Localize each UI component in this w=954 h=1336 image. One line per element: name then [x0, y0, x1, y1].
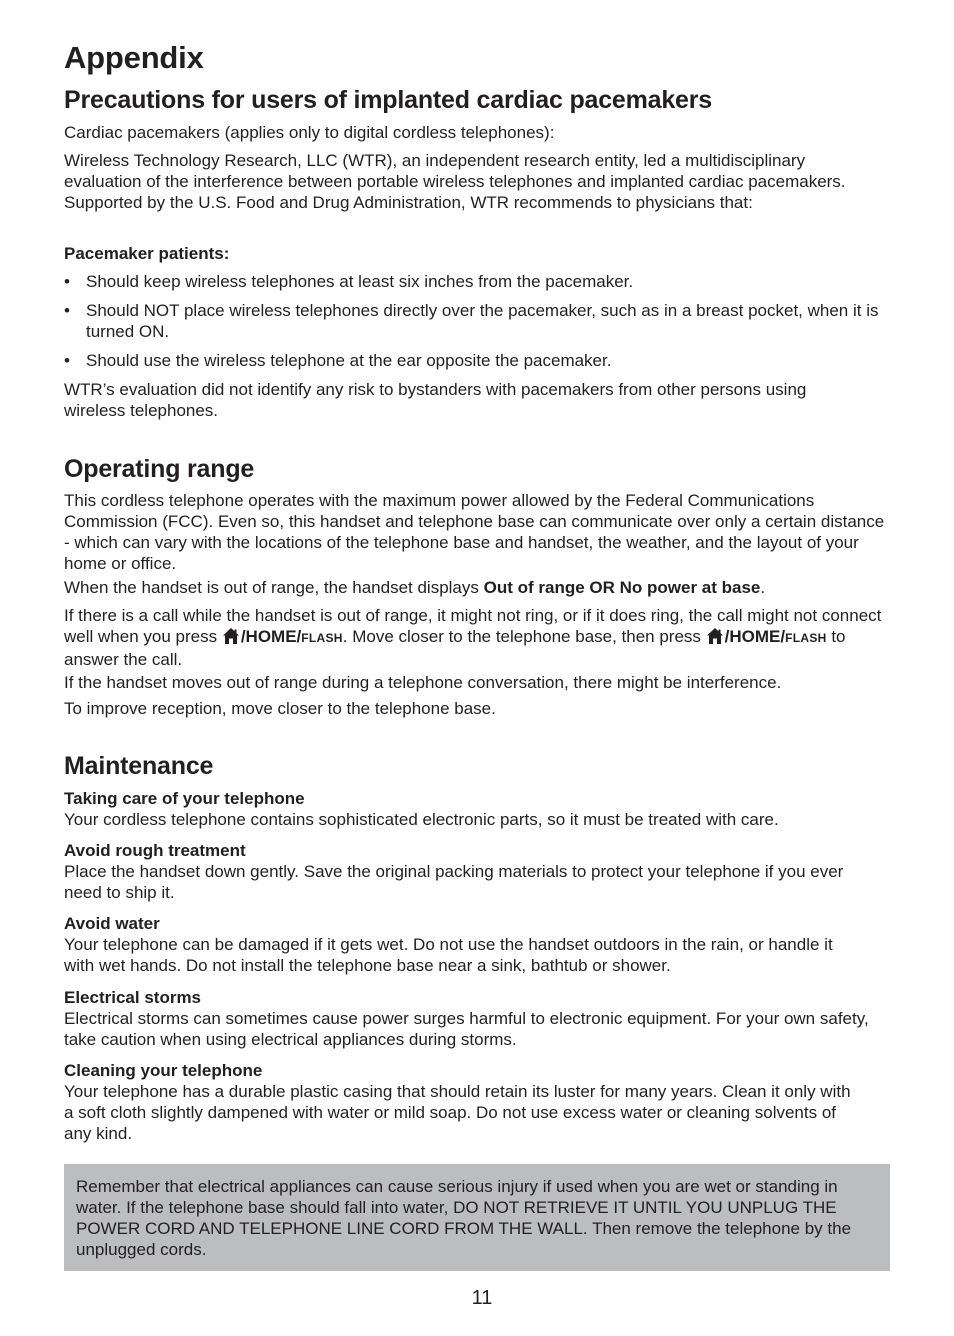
home-icon	[222, 627, 240, 645]
page-title: Appendix	[64, 40, 204, 75]
maintenance-section	[64, 913, 864, 976]
list-item: • Should NOT place wireless telephones directly over the pacemaker, such as in a breast pocket, when it is turned ON.	[64, 300, 890, 342]
safety-note-box	[64, 1164, 890, 1271]
maintenance-section	[64, 840, 864, 903]
maintenance-section-title: Avoid water	[64, 914, 160, 933]
maintenance-section-title: Cleaning your telephone	[64, 1061, 263, 1080]
maintenance-heading: Maintenance	[64, 752, 214, 780]
pacemakers-paragraph: Wireless Technology Research, LLC (WTR), an independent research entity, led a multidisciplinary evaluation of the interference between portable wireless telephones and implanted cardiac pacemakers. Supported by the U.S. Food and Drug Administration, WTR recommends to physicians that:	[64, 151, 846, 212]
operating-range-paragraph-3: If there is a call while the handset is out of range, it might not ring, or if it does ring, the call might not connect well when you press /HOME/FLASH. Move closer to the telephone base, then press /HOME/FLASH to answer the call.	[64, 606, 882, 669]
page-number: 11	[471, 1287, 493, 1309]
pacemaker-bullet-list	[64, 271, 890, 371]
operating-range-paragraph-5: To improve reception, move closer to the telephone base.	[64, 699, 496, 718]
pacemakers-intro: Cardiac pacemakers (applies only to digital cordless telephones):	[64, 123, 555, 142]
list-item: • Should keep wireless telephones at least six inches from the pacemaker.	[64, 271, 890, 292]
home-flash-key: /HOME/FLASH	[222, 627, 343, 646]
maintenance-section-body: Place the handset down gently. Save the original packing materials to protect your telephone if you ever need to ship it.	[64, 862, 844, 902]
maintenance-section	[64, 987, 874, 1050]
pacemakers-closing: WTR’s evaluation did not identify any risk to bystanders with pacemakers from other persons using wireless telephones.	[64, 380, 807, 420]
home-flash-key: /HOME/FLASH	[706, 627, 827, 646]
maintenance-section-body: Your cordless telephone contains sophisticated electronic parts, so it must be treated with care.	[64, 810, 779, 829]
maintenance-section-title: Avoid rough treatment	[64, 841, 246, 860]
maintenance-section	[64, 788, 890, 830]
pacemakers-heading: Precautions for users of implanted cardiac pacemakers	[64, 86, 712, 114]
display-message: Out of range OR No power at base	[483, 578, 761, 597]
maintenance-section	[64, 1060, 859, 1144]
safety-note-text: Remember that electrical appliances can cause serious injury if used when you are wet or standing in water. If the telephone base should fall into water, DO NOT RETRIEVE IT UNTIL YOU UNPLUG THE POWER CORD AND TELEPHONE LINE CORD FROM THE WALL. Then remove the telephone by the unplugged cords.	[76, 1177, 852, 1259]
pacemaker-patients-label: Pacemaker patients:	[64, 244, 230, 263]
maintenance-section-body: Your telephone can be damaged if it gets wet. Do not use the handset outdoors in the rain, or handle it with wet hands. Do not install the telephone base near a sink, bathtub or shower.	[64, 935, 833, 975]
maintenance-section-body: Your telephone has a durable plastic casing that should retain its luster for many years. Clean it only with a soft cloth slightly dampened with water or mild soap. Do not use excess water or cleaning solvents of any kind.	[64, 1082, 851, 1143]
operating-range-paragraph-1: This cordless telephone operates with the maximum power allowed by the Federal Communications Commission (FCC). Even so, this handset and telephone base can communicate over only a certain distance - which can vary with the locations of the telephone base and handset, the weather, and the layout of your home or office.	[64, 491, 885, 573]
operating-range-paragraph-4: If the handset moves out of range during a telephone conversation, there might be interference.	[64, 673, 782, 692]
operating-range-heading: Operating range	[64, 455, 255, 483]
list-item: • Should use the wireless telephone at the ear opposite the pacemaker.	[64, 350, 890, 371]
maintenance-section-body: Electrical storms can sometimes cause power surges harmful to electronic equipment. For your own safety, take caution when using electrical appliances during storms.	[64, 1009, 869, 1049]
maintenance-section-title: Electrical storms	[64, 988, 202, 1007]
home-icon	[706, 627, 724, 645]
maintenance-section-title: Taking care of your telephone	[64, 789, 305, 808]
operating-range-paragraph-2: When the handset is out of range, the handset displays Out of range OR No power at base.	[64, 578, 766, 597]
